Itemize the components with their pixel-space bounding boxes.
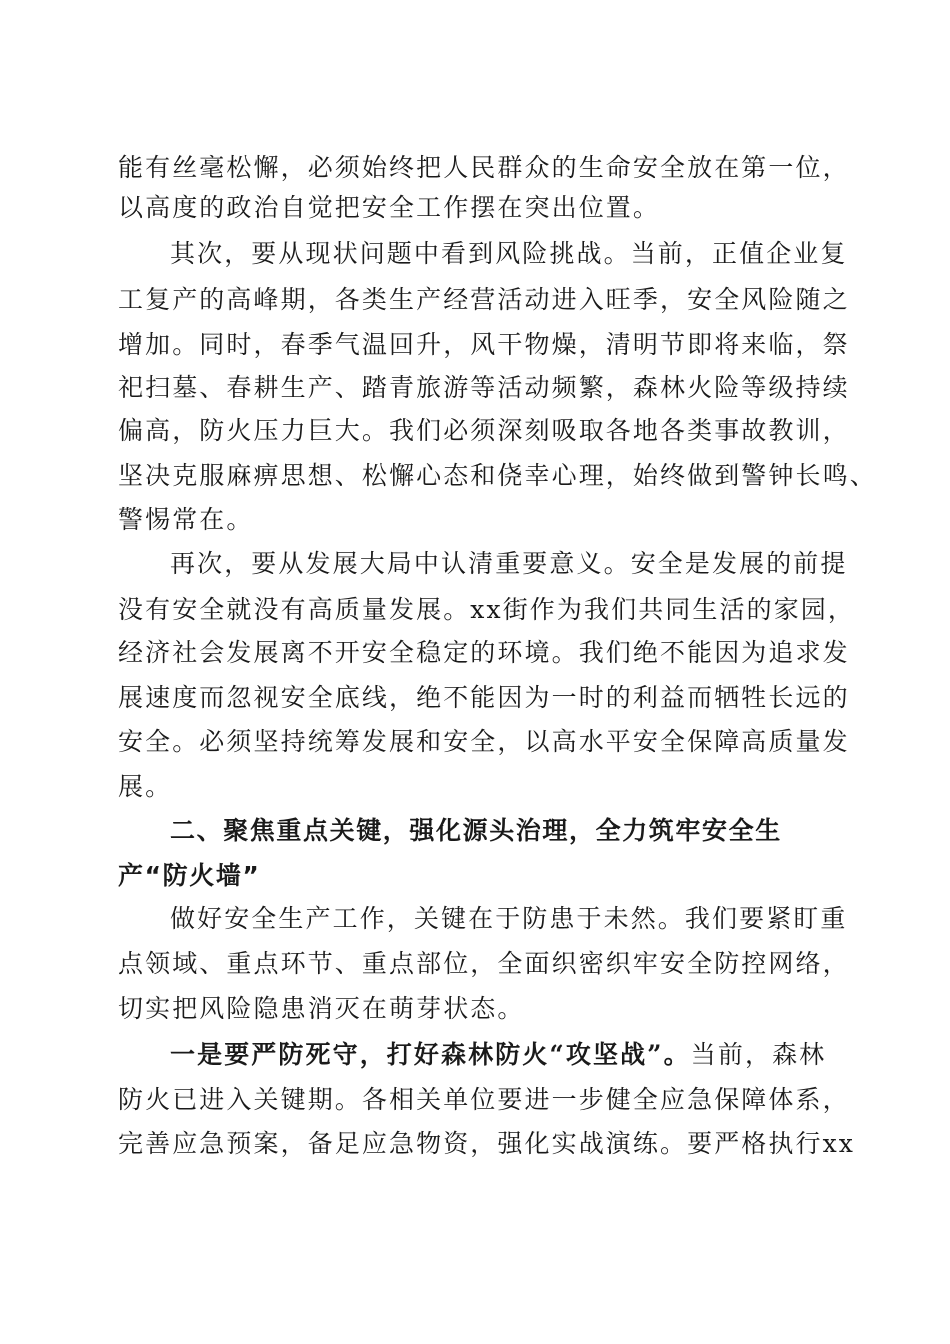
paragraph-line: 能有丝毫松懈，必须始终把人民群众的生命安全放在第一位， (118, 153, 850, 182)
paragraph-line: 偏高，防火压力巨大。我们必须深刻吸取各地各类事故教训， (118, 416, 850, 445)
paragraph-line: 以高度的政治自觉把安全工作摆在突出位置。 (118, 193, 661, 222)
paragraph-line: 切实把风险隐患消灭在萌芽状态。 (118, 994, 525, 1023)
paragraph-line: 经济社会发展离不开安全稳定的环境。我们绝不能因为追求发 (118, 638, 850, 667)
paragraph-line: 工复产的高峰期，各类生产经营活动进入旺季，安全风险随之 (118, 285, 850, 314)
paragraph-line: 防火已进入关键期。各相关单位要进一步健全应急保障体系， (118, 1085, 850, 1114)
paragraph-line: 展速度而忽视安全底线，绝不能因为一时的利益而牺牲长远的 (118, 683, 850, 712)
section-heading: 产“防火墙” (118, 861, 261, 890)
paragraph-line: 做好安全生产工作，关键在于防患于未然。我们要紧盯重 (170, 904, 848, 933)
paragraph-line: 安全。必须坚持统筹发展和安全，以高水平安全保障高质量发 (118, 727, 850, 756)
bold-lead: 一是要严防死守，打好森林防火“攻坚战”。 (170, 1040, 691, 1069)
paragraph-line: 祀扫墓、春耕生产、踏青旅游等活动频繁，森林火险等级持续 (118, 373, 850, 402)
paragraph-line: 坚决克服麻痹思想、松懈心态和侥幸心理，始终做到警钟长鸣、 (118, 461, 877, 490)
section-heading: 二、聚焦重点关键，强化源头治理，全力筑牢安全生 (170, 816, 782, 845)
paragraph-line (170, 1035, 826, 1075)
paragraph-line: 点领域、重点环节、重点部位，全面织密织牢安全防控网络， (118, 949, 850, 978)
paragraph-line: 展。 (118, 772, 173, 801)
paragraph-line: 没有安全就没有高质量发展。xx街作为我们共同生活的家园， (118, 595, 856, 624)
paragraph-line: 警惕常在。 (118, 505, 254, 534)
paragraph-line: 完善应急预案，备足应急物资，强化实战演练。要严格执行xx (118, 1129, 856, 1158)
paragraph-line: 再次，要从发展大局中认清重要意义。安全是发展的前提 (170, 549, 848, 578)
paragraph-text: 当前，森林 (690, 1040, 827, 1069)
paragraph-line: 增加。同时，春季气温回升，风干物燥，清明节即将来临，祭 (118, 330, 850, 359)
paragraph-line: 其次，要从现状问题中看到风险挑战。当前，正值企业复 (170, 239, 848, 268)
